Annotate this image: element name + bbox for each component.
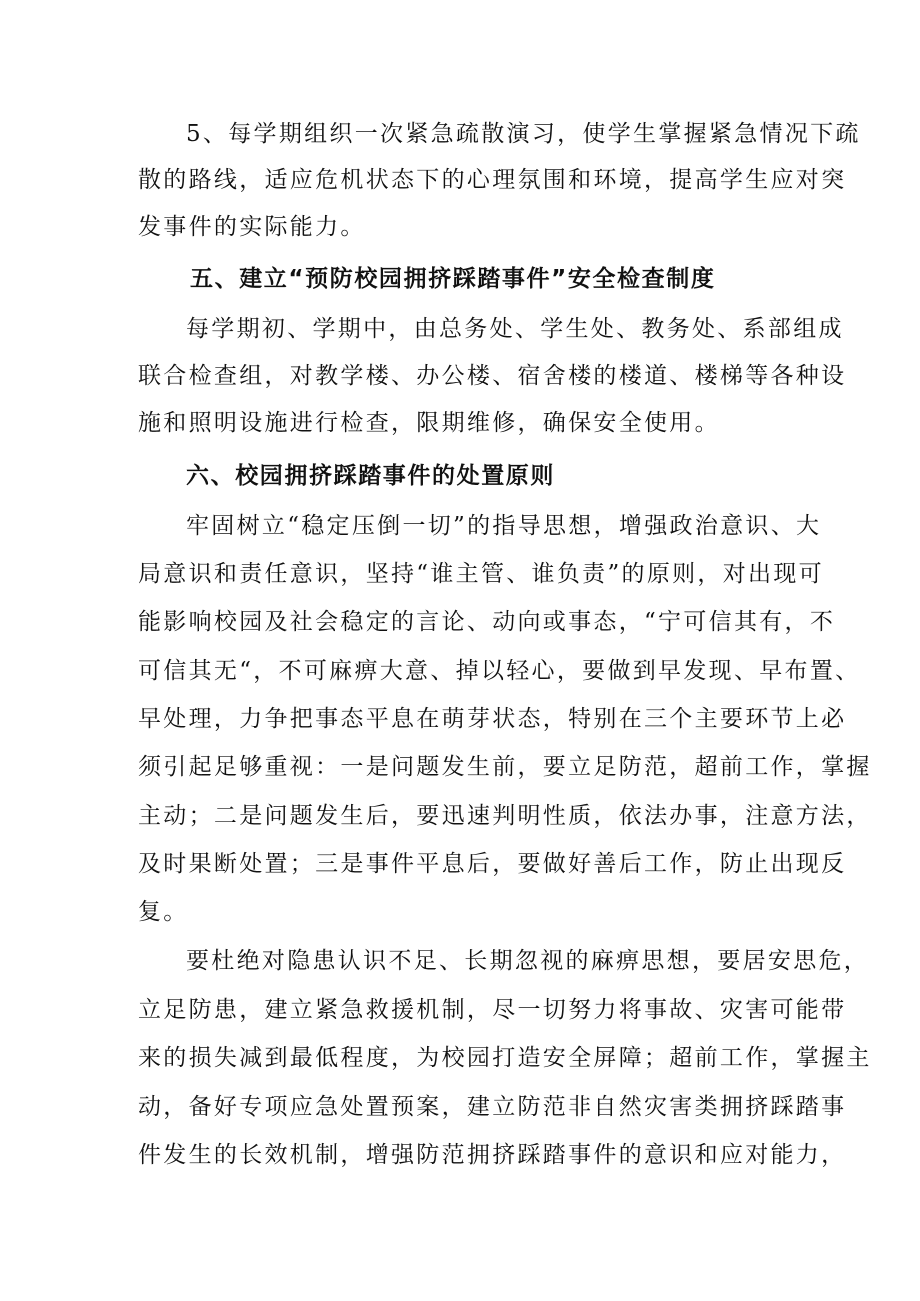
paragraph-line: 5、每学期组织一次紧急疏散演习，使学生掌握紧急情况下疏 — [186, 121, 861, 147]
paragraph-line: 可信其无“，不可麻痹大意、掉以轻心，要做到早发现、早布置、 — [138, 658, 861, 684]
paragraph-line: 联合检查组，对教学楼、办公楼、宿舍楼的楼道、楼梯等各种设 — [138, 363, 847, 389]
paragraph-line: 施和照明设施进行检查，限期维修，确保安全使用。 — [138, 410, 720, 436]
paragraph-line: 须引起足够重视：一是问题发生前，要立足防范，超前工作，掌握 — [138, 754, 872, 780]
paragraph-line: 要杜绝对隐患认识不足、长期忽视的麻痹思想，要居安思危， — [186, 948, 870, 974]
section-heading: 六、校园拥挤踩踏事件的处置原则 — [186, 463, 555, 489]
paragraph-line: 复。 — [138, 899, 189, 925]
section-heading: 五、建立“预防校园拥挤踩踏事件”安全检查制度 — [190, 266, 716, 292]
paragraph-line: 局意识和责任意识，坚持“谁主管、谁负责”的原则，对出现可 — [138, 561, 824, 587]
paragraph-line: 早处理，力争把事态平息在萌芽状态，特别在三个主要环节上必 — [138, 706, 847, 732]
paragraph-line: 件发生的长效机制，增强防范拥挤踩踏事件的意识和应对能力， — [138, 1142, 847, 1168]
paragraph-line: 及时果断处置；三是事件平息后，要做好善后工作，防止出现反 — [138, 851, 847, 877]
paragraph-line: 主动；二是问题发生后，要迅速判明性质，依法办事，注意方法， — [138, 803, 872, 829]
paragraph-line: 能影响校园及社会稳定的言论、动向或事态，“宁可信其有，不 — [138, 609, 836, 635]
paragraph-line: 来的损失减到最低程度，为校园打造安全屏障；超前工作，掌握主 — [138, 1045, 872, 1071]
paragraph-line: 发事件的实际能力。 — [138, 214, 366, 240]
paragraph-line: 散的路线，适应危机状态下的心理氛围和环境，提高学生应对突 — [138, 167, 847, 193]
paragraph-line: 每学期初、学期中，由总务处、学生处、教务处、系部组成 — [186, 316, 844, 342]
paragraph-line: 动，备好专项应急处置预案，建立防范非自然灾害类拥挤踩踏事 — [138, 1094, 847, 1120]
paragraph-line: 立足防患，建立紧急救援机制，尽一切努力将事故、灾害可能带 — [138, 997, 847, 1023]
paragraph-line: 牢固树立“稳定压倒一切”的指导思想，增强政治意识、大 — [186, 513, 822, 539]
